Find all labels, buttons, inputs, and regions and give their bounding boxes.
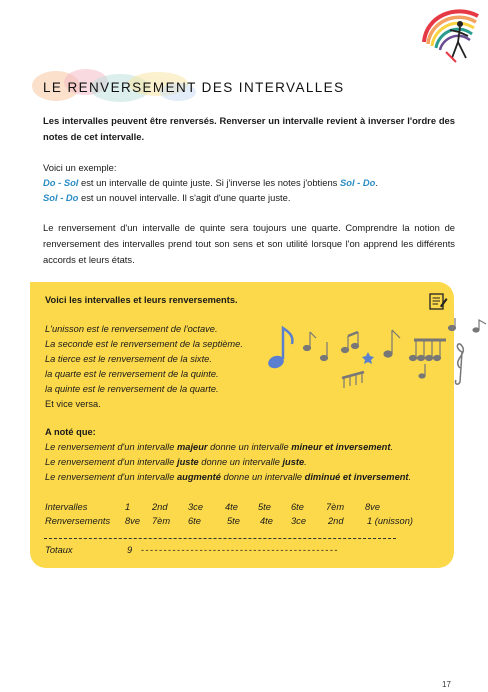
page-number: 17 — [442, 680, 451, 689]
example-text: est un nouvel intervalle. Il s'agit d'une quarte juste. — [78, 192, 291, 203]
table-cell: 1 — [125, 502, 131, 512]
table-cell: 4te — [260, 516, 273, 526]
note-heading: A noté que: — [45, 427, 96, 437]
box-line: Et vice versa. — [45, 399, 101, 409]
paragraph-2: Le renversement d'un intervalle de quinte sera toujours une quarte. Comprendre la notion de renversement des intervalles prend tout son sens et son utilité lorsque l'on apprend les différents accords et leurs états. — [43, 222, 455, 265]
table-cell: 6te — [291, 502, 304, 512]
table-cell: 8ve — [125, 516, 140, 526]
table-cell: 7èm — [326, 502, 345, 512]
table-cell: 3ce — [188, 502, 203, 512]
box-line: La tierce est le renversement de la sixte. — [45, 354, 212, 364]
note-pair: Sol - Do — [43, 192, 79, 203]
example-line-2 — [43, 190, 455, 206]
box-line: La seconde est le renversement de la septième. — [45, 339, 243, 349]
example-text: est un intervalle de quinte juste. Si j'inverse les notes j'obtiens — [78, 177, 340, 188]
table-cell: 2nd — [328, 516, 344, 526]
row-label: Intervalles — [45, 502, 88, 512]
box-line: L'unisson est le renversement de l'octave. — [45, 324, 218, 334]
totals-dashes: -------------------------------------------- — [141, 545, 339, 555]
table-cell: 3ce — [291, 516, 306, 526]
table-cell: 5te — [227, 516, 240, 526]
notepad-icon — [428, 291, 448, 311]
note-pair: Sol - Do — [339, 177, 376, 188]
rule-line: Le renversement d'un intervalle augmenté donne un intervalle diminué et inversement. — [45, 472, 412, 482]
musician-logo-icon — [416, 2, 484, 64]
note-pair: Do - Sol — [43, 177, 79, 188]
table-cell: 7èm — [152, 516, 171, 526]
table-cell: 9 — [127, 545, 133, 555]
rule-line: Le renversement d'un intervalle juste donne un intervalle juste. — [45, 457, 307, 467]
rule-line: Le renversement d'un intervalle majeur donne un intervalle mineur et inversement. — [45, 442, 394, 452]
example-line-1 — [43, 175, 455, 191]
music-notes-icon — [262, 318, 488, 396]
row-label: Renversements — [45, 516, 111, 526]
box-heading: Voici les intervalles et leurs renversements. — [45, 295, 238, 305]
table-cell: 5te — [258, 502, 271, 512]
row-label: Totaux — [45, 545, 73, 555]
example-text: . — [375, 177, 378, 188]
example-heading: Voici un exemple: — [43, 162, 117, 173]
box-line: la quarte est le renversement de la quinte. — [45, 369, 219, 379]
table-cell: 4te — [225, 502, 238, 512]
intro-paragraph: Les intervalles peuvent être renversés. Renverser un intervalle revient à inverser l'ordre des notes de cet intervalle. — [43, 115, 455, 142]
page-title: LE RENVERSEMENT DES INTERVALLES — [43, 80, 345, 95]
table-cell: 2nd — [152, 502, 168, 512]
box-line: la quinte est le renversement de la quarte. — [45, 384, 219, 394]
table-cell: 6te — [188, 516, 201, 526]
table-cell: 1 (unisson) — [367, 516, 413, 526]
table-cell: 8ve — [365, 502, 380, 512]
table-separator — [44, 538, 396, 539]
